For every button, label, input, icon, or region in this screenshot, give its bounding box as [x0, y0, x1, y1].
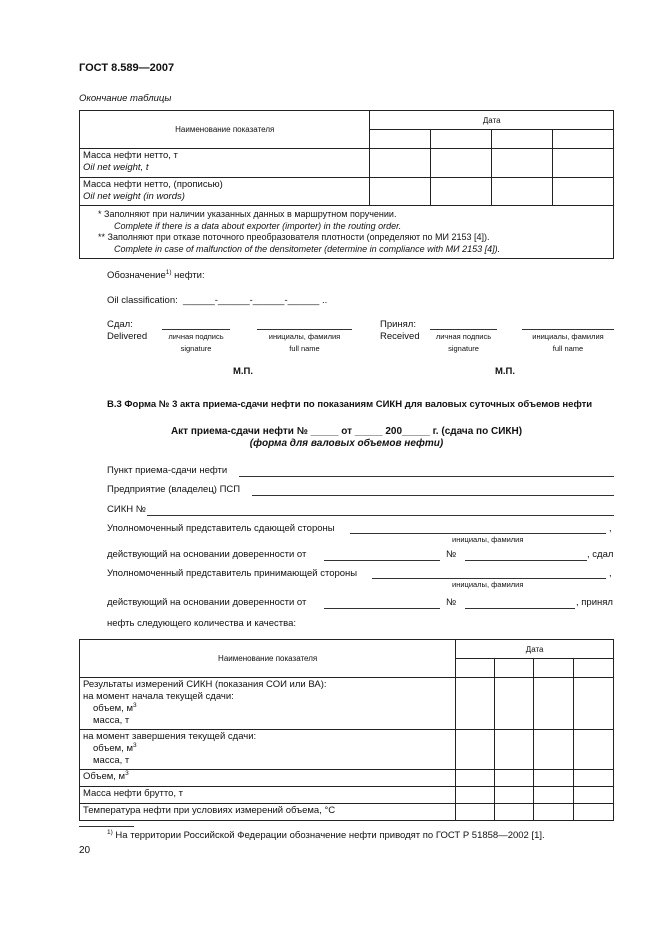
delivery-point-label: Пункт приема-сдачи нефти — [107, 465, 228, 476]
column-name-header: Наименование показателя — [80, 640, 456, 678]
column-name-header: Наименование показателя — [80, 111, 370, 149]
table-row: Масса нефти нетто, (прописью) Oil net weight (in words) — [80, 178, 370, 206]
enterprise-field[interactable] — [252, 495, 614, 496]
standard-header: ГОСТ 8.589—2007 — [79, 62, 175, 74]
sikn-label: СИКН № — [107, 504, 146, 515]
signature-caption: личная подпись signature — [435, 332, 492, 353]
table-notes: * Заполняют при наличии указанных данных в маршрутном поручении. Complete if there is a data about exporter (importer) in the routing order. ** Заполняют при отказе поточного преобразователя плотности (определяют по МИ 2153 [4]). Complete in case of malfunction of the densitometer (determine in compliance with МИ 2153 [4]). — [80, 206, 614, 259]
full-name-caption: инициалы, фамилия full name — [532, 332, 604, 353]
section-heading: В.3 Форма № 3 акта приема-сдачи нефти по показаниям СИКН для валовых суточных объемов нефти — [107, 399, 593, 410]
delivery-point-field[interactable] — [239, 476, 614, 477]
page-number: 20 — [79, 845, 91, 856]
deliver-rep-label: Уполномоченный представитель сдающей стороны — [107, 523, 335, 534]
delivered-label: Сдал: Delivered — [107, 319, 148, 342]
initials-caption: инициалы, фамилия — [452, 535, 524, 544]
date-header: Дата — [456, 640, 614, 659]
deliver-rep-field[interactable] — [350, 533, 606, 534]
act-title: Акт приема-сдачи нефти № _____ от _____ 200_____ г. (сдача по СИКН) — [170, 426, 523, 437]
table-bottom — [79, 639, 614, 821]
oil-designation-label: Обозначение$^{1)}$ нефти: — [107, 268, 205, 281]
table-row: Результаты измерений СИКН (показания СОИ или ВА): на момент начала текущей сдачи: объем, $м^3$ масса, т — [80, 678, 456, 730]
date-header: Дата — [370, 111, 614, 130]
table-continuation-label: Окончание таблицы — [79, 93, 172, 104]
table-row: Масса нефти брутто, т — [80, 787, 456, 804]
full-name-caption: инициалы, фамилия full name — [268, 332, 341, 353]
acting-label: действующий на основании доверенности от — [107, 549, 307, 560]
quantity-label: нефть следующего количества и качества: — [107, 618, 297, 629]
table-row: Масса нефти нетто, т Oil net weight, t — [80, 149, 370, 178]
proxy-date-field[interactable] — [324, 560, 440, 561]
table-top — [79, 110, 614, 259]
signature-caption: личная подпись signature — [168, 332, 224, 353]
receive-rep-field[interactable] — [372, 578, 606, 579]
sikn-field[interactable] — [147, 515, 614, 516]
table-row: на момент завершения текущей сдачи: объем, $м^3$ масса, т — [80, 730, 456, 770]
footnote: $^{1)}$ На территории Российской Федерации обозначение нефти приводят по ГОСТ Р 51858—2002 [1]. — [107, 828, 545, 841]
stamp-place: М.П. — [495, 366, 516, 377]
proxy-number-field[interactable] — [465, 560, 587, 561]
proxy-number-field[interactable] — [465, 608, 575, 609]
received-label: Принял: Received — [380, 319, 420, 342]
stamp-place: М.П. — [233, 366, 254, 377]
table-row: Температура нефти при условиях измерений объема, °С — [80, 804, 456, 821]
receive-rep-label: Уполномоченный представитель принимающей стороны — [107, 568, 358, 579]
table-row: Объем, $м^3$ — [80, 770, 456, 787]
oil-classification-line: Oil classification: ______-______-______-______ .. — [107, 295, 328, 306]
initials-caption: инициалы, фамилия — [452, 580, 524, 589]
enterprise-label: Предприятие (владелец) ПСП — [107, 484, 241, 495]
act-subtitle: (форма для валовых объемов нефти) — [249, 438, 444, 449]
acting-label: действующий на основании доверенности от — [107, 597, 307, 608]
proxy-date-field[interactable] — [324, 608, 440, 609]
